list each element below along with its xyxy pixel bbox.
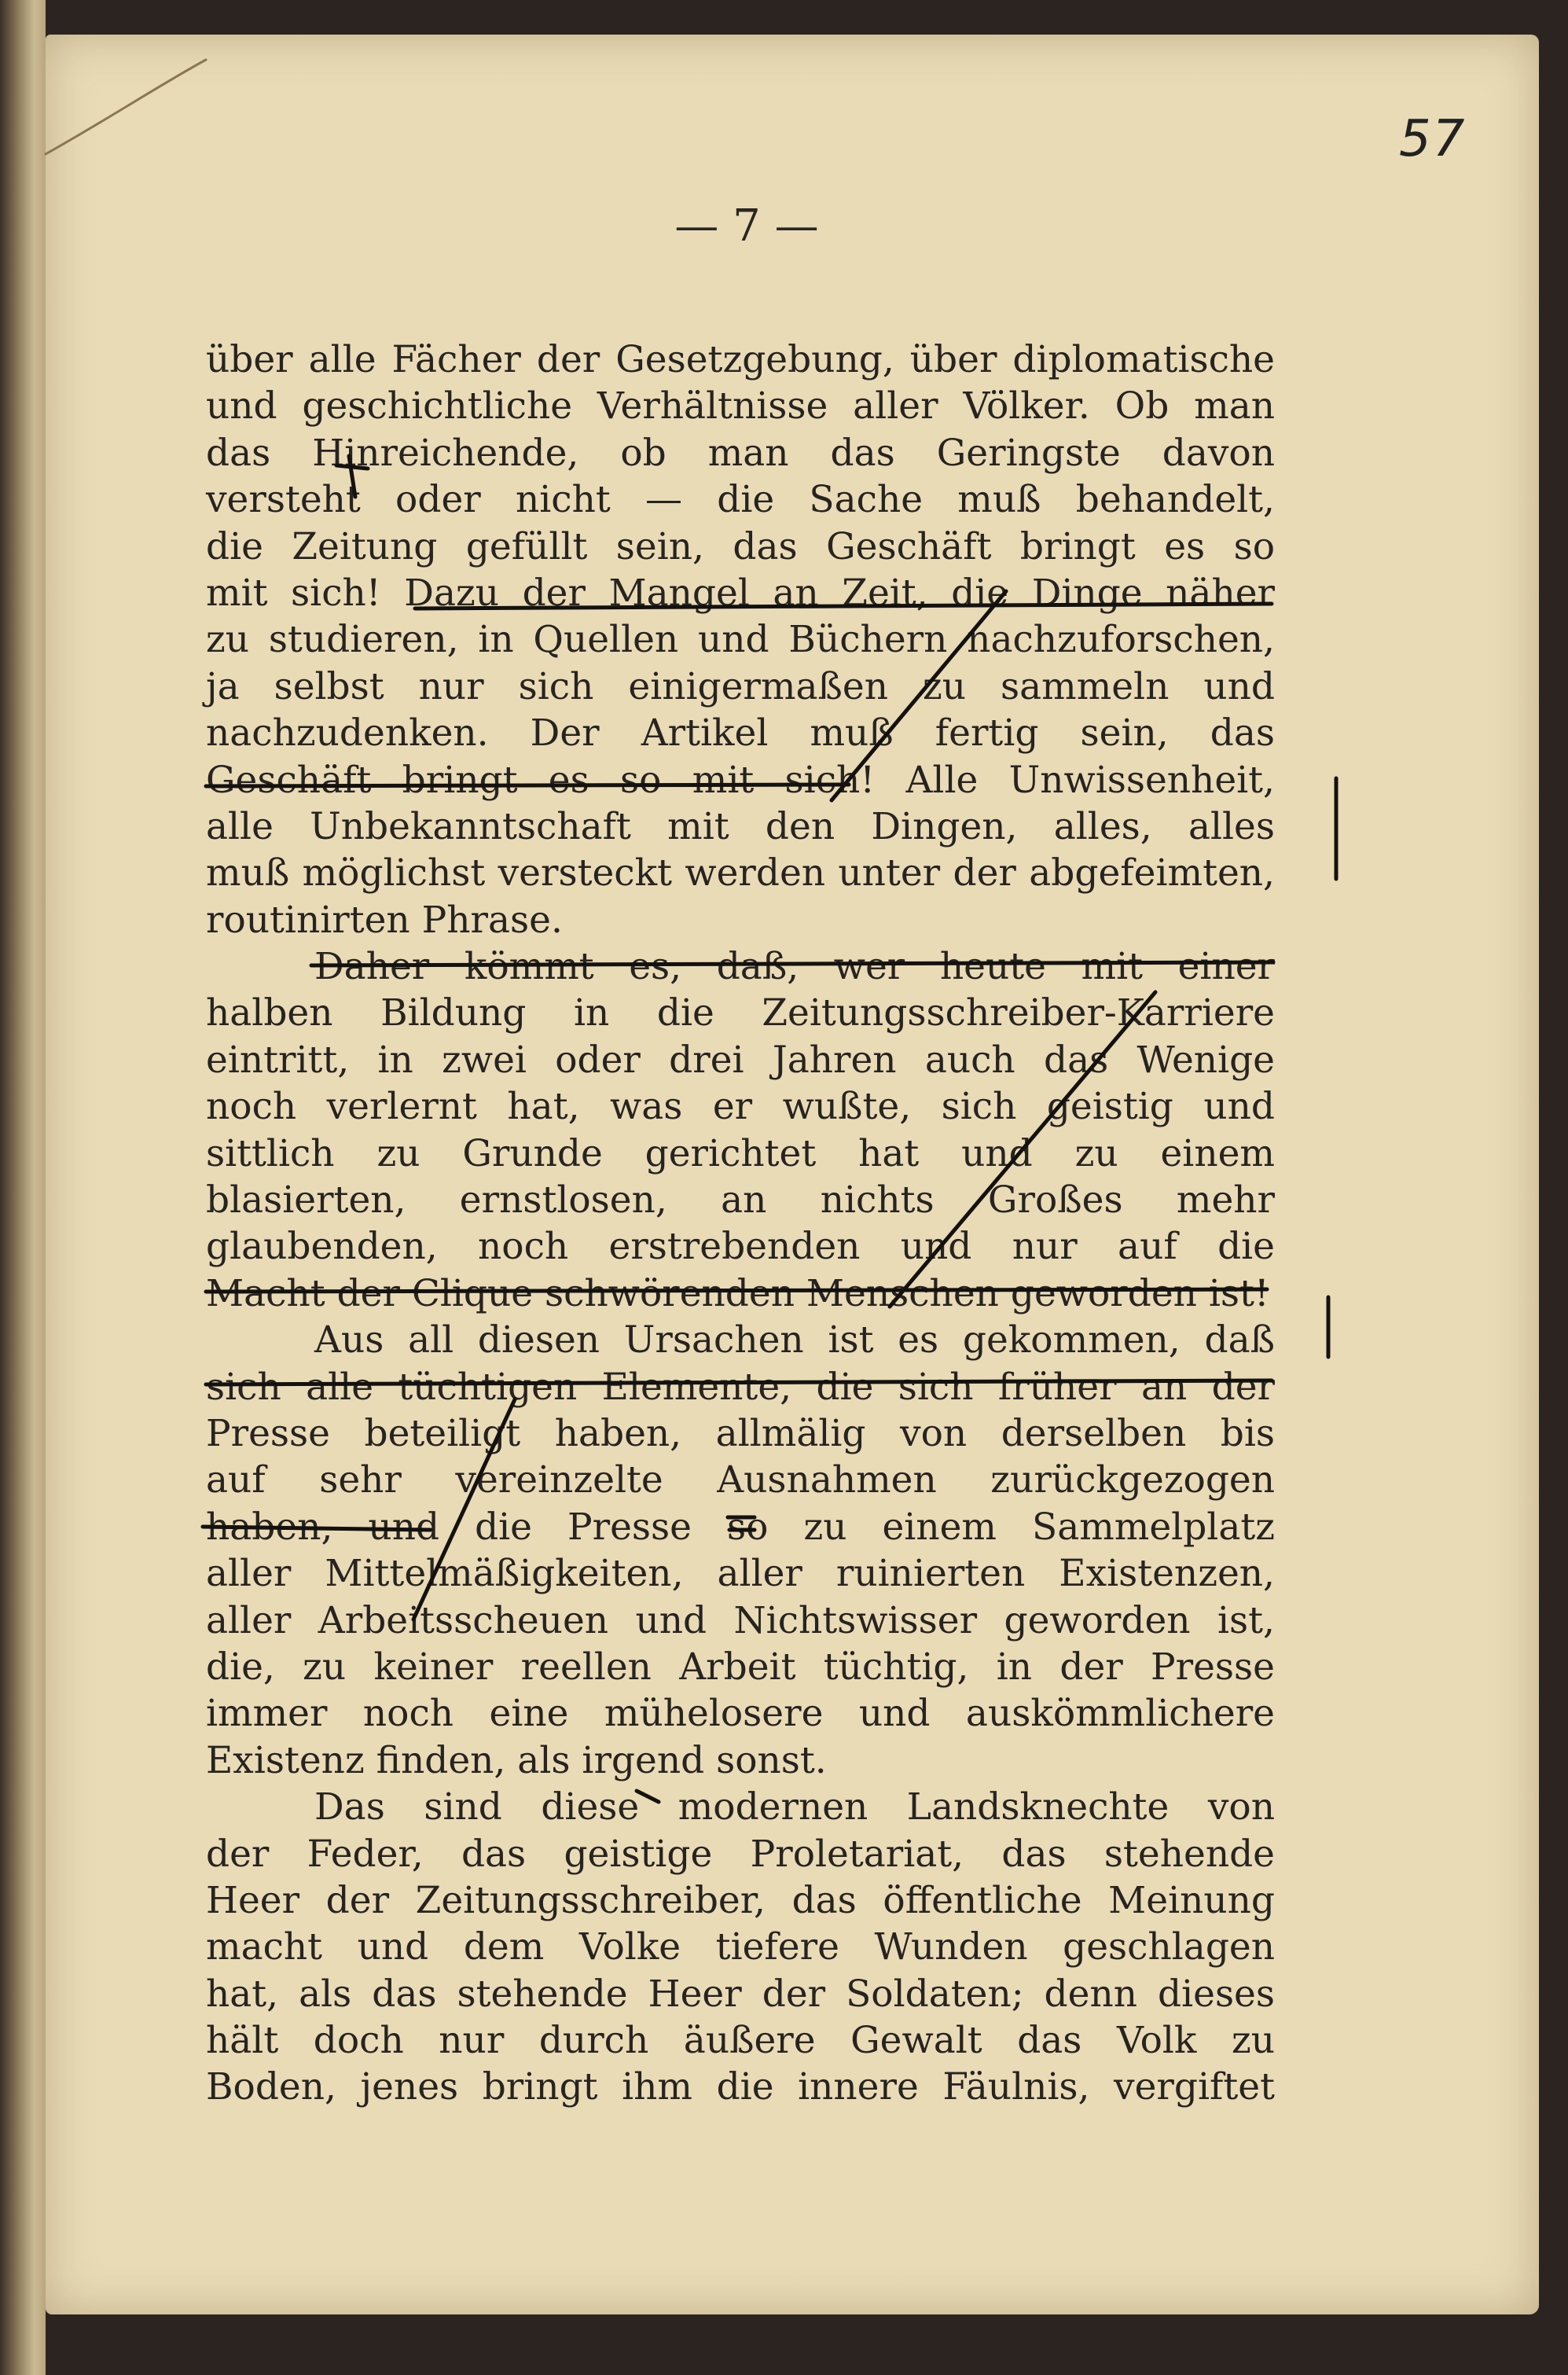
- text-line: und geschichtliche Verhältnisse aller Völker. Ob man: [206, 384, 1275, 428]
- handwritten-folio-number: 57: [1399, 110, 1467, 168]
- text-line: sich alle tüchtigen Elemente, die sich früher an der: [206, 1365, 1275, 1409]
- book-spine: [0, 0, 46, 2375]
- text-line: zu studieren, in Quellen und Büchern nachzuforschen,: [206, 618, 1275, 662]
- text-line: glaubenden, noch erstrebenden und nur auf die: [206, 1225, 1275, 1269]
- text-line: routinirten Phrase.: [206, 898, 563, 942]
- text-line: Heer der Zeitungsschreiber, das öffentliche Meinung: [206, 1878, 1275, 1922]
- text-line: die Zeitung gefüllt sein, das Geschäft bringt es so: [206, 524, 1275, 568]
- text-line: immer noch eine mühelosere und auskömmlichere: [206, 1692, 1275, 1736]
- text-line: aller Arbeitsscheuen und Nichtswisser geworden ist,: [206, 1598, 1275, 1642]
- text-line: alle Unbekanntschaft mit den Dingen, alles, alles: [206, 804, 1275, 848]
- text-line: die, zu keiner reellen Arbeit tüchtig, in der Presse: [206, 1645, 1275, 1689]
- text-line: nachzudenken. Der Artikel muß fertig sein, das: [206, 711, 1275, 756]
- text-line: muß möglichst versteckt werden unter der abgefeimten,: [206, 851, 1275, 895]
- text-line: Boden, jenes bringt ihm die innere Fäulnis, vergiftet: [206, 2065, 1275, 2109]
- text-line: versteht oder nicht — die Sache muß behandelt,: [206, 478, 1275, 522]
- text-line: aller Mittelmäßigkeiten, aller ruinierten Existenzen,: [206, 1552, 1275, 1596]
- page-number: — 7 —: [674, 200, 819, 252]
- text-line: hält doch nur durch äußere Gewalt das Volk zu: [206, 2019, 1275, 2063]
- text-line: das Hinreichende, ob man das Geringste davon: [206, 431, 1275, 475]
- text-line: Aus all diesen Ursachen ist es gekommen, daß: [314, 1318, 1275, 1362]
- text-line: auf sehr vereinzelte Ausnahmen zurückgezogen: [206, 1458, 1275, 1502]
- text-line: ja selbst nur sich einigermaßen zu sammeln und: [206, 664, 1275, 708]
- body-text: [206, 336, 1275, 2111]
- text-line: blasierten, ernstlosen, an nichts Großes mehr: [206, 1178, 1275, 1222]
- text-line: halben Bildung in die Zeitungsschreiber-Karriere: [206, 991, 1275, 1035]
- text-line: Existenz finden, als irgend sonst.: [206, 1738, 827, 1782]
- text-line: eintritt, in zwei oder drei Jahren auch das Wenige: [206, 1038, 1275, 1082]
- text-line: über alle Fächer der Gesetzgebung, über diplomatische: [206, 338, 1275, 381]
- text-line: sittlich zu Grunde gerichtet hat und zu einem: [206, 1131, 1275, 1175]
- text-line: hat, als das stehende Heer der Soldaten; denn dieses: [206, 1972, 1275, 2016]
- text-line: der Feder, das geistige Proletariat, das stehende: [206, 1832, 1275, 1876]
- text-line: Macht der Clique schwörenden Menschen geworden ist!: [206, 1271, 1269, 1315]
- text-line: noch verlernt hat, was er wußte, sich geistig und: [206, 1085, 1275, 1129]
- text-line: macht und dem Volke tiefere Wunden geschlagen: [206, 1925, 1275, 1969]
- text-line: Daher kömmt es, daß, wer heute mit einer: [314, 945, 1275, 989]
- text-line: haben, und die Presse so zu einem Sammelplatz: [206, 1505, 1275, 1549]
- text-line: Presse beteiligt haben, allmälig von derselben bis: [206, 1411, 1275, 1455]
- text-line: Geschäft bringt es so mit sich! Alle Unwissenheit,: [206, 758, 1275, 802]
- text-line: Das sind diese modernen Landsknechte von: [314, 1785, 1275, 1829]
- text-line: mit sich! Dazu der Mangel an Zeit, die Dinge näher: [206, 571, 1275, 615]
